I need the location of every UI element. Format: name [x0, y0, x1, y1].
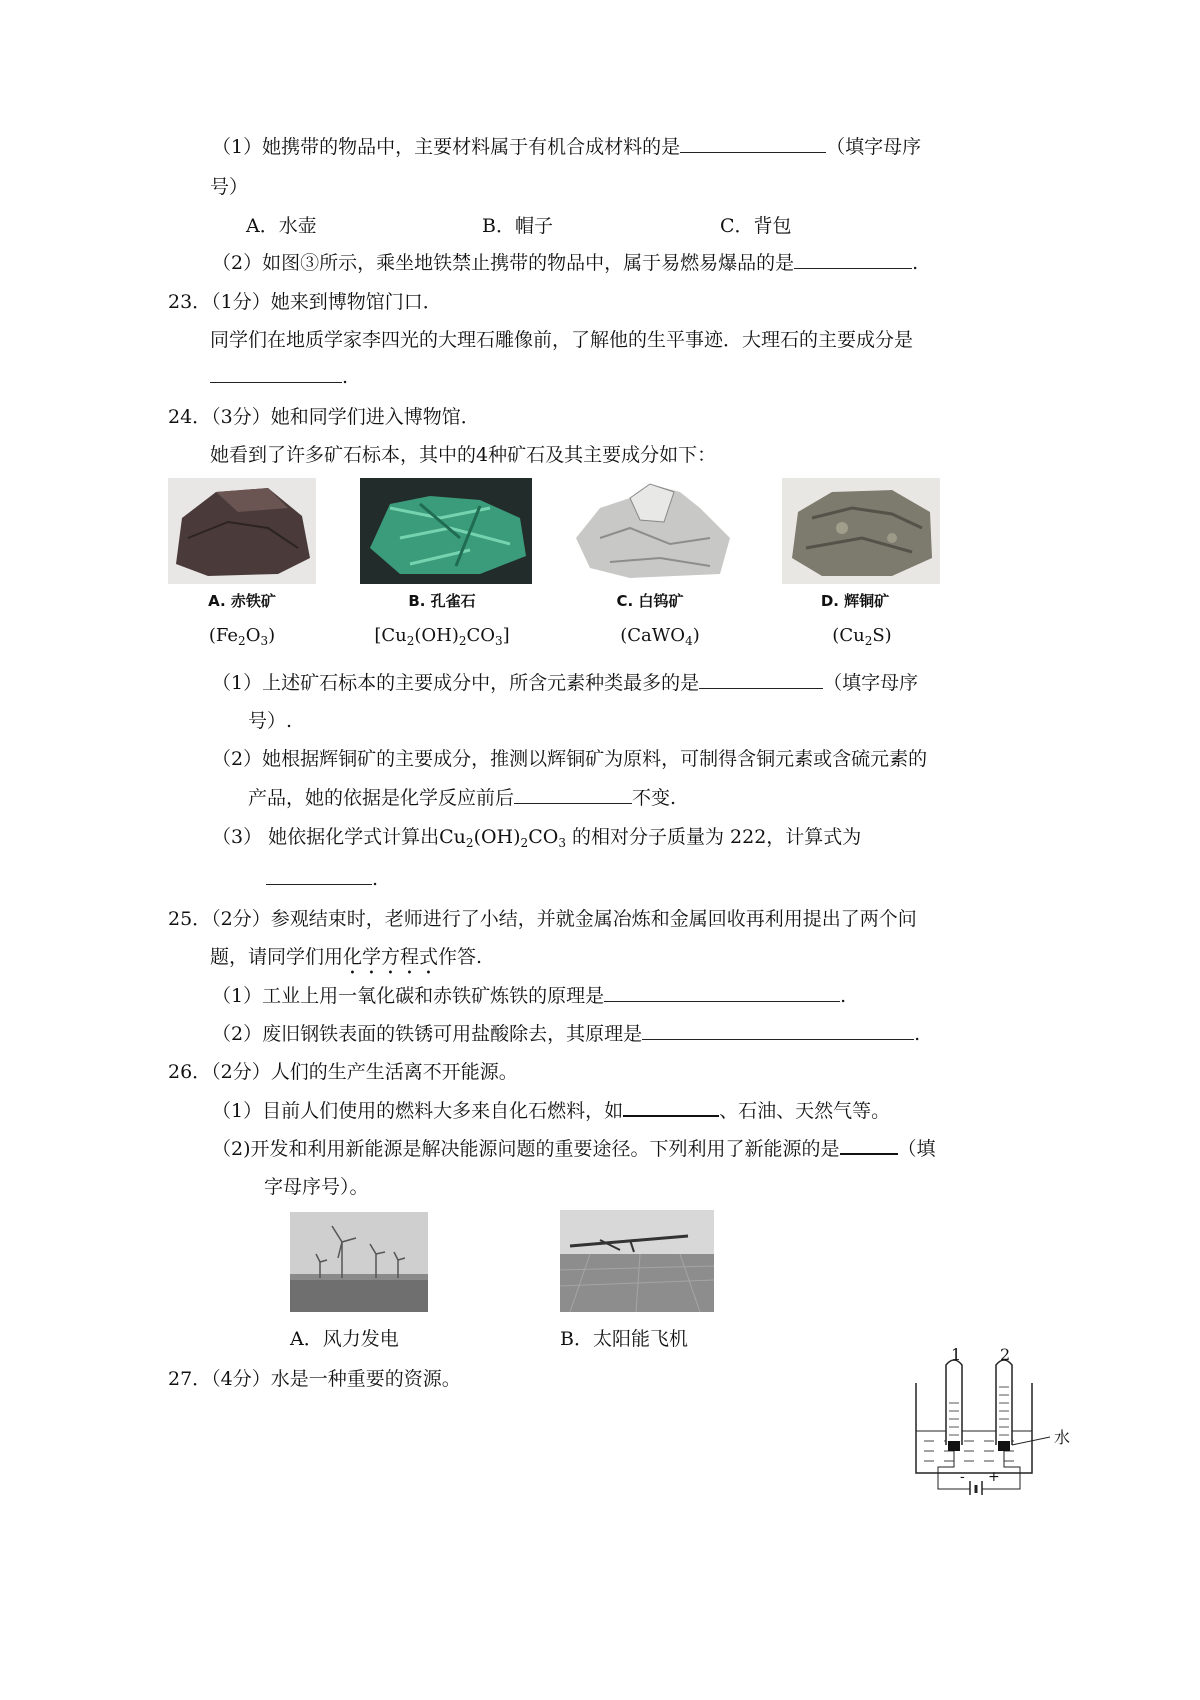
q22-part1-cont: 号）	[210, 176, 249, 198]
q24-intro: 她看到了许多矿石标本，其中的4种矿石及其主要成分如下：	[210, 444, 717, 466]
q24-head: 24．（3分）她和同学们进入博物馆．	[168, 406, 480, 428]
mineral-formula-b: $[Cu_2(OH)_2CO_3]$	[374, 625, 510, 648]
chalcocite-image	[782, 478, 940, 584]
wind-power-image	[290, 1212, 428, 1312]
solar-plane-image	[560, 1210, 714, 1312]
q23-text: 同学们在地质学家李四光的大理石雕像前，了解他的生平事迹．大理石的主要成分是	[210, 329, 914, 351]
q22-part2: （2）如图③所示，乘坐地铁禁止携带的物品中，属于易燃易爆品的是 .	[212, 252, 919, 274]
q22-option-a: A．水壶	[246, 215, 317, 237]
q22-option-c: C．背包	[720, 215, 792, 237]
answer-blank[interactable]	[699, 671, 823, 689]
answer-blank[interactable]	[840, 1137, 898, 1155]
plus-label: +	[988, 1469, 1000, 1485]
answer-blank[interactable]	[514, 786, 632, 804]
malachite-formula: $Cu_2(OH)_2CO_3$	[439, 826, 566, 850]
q26-head: 26．（2分）人们的生产生活离不开能源。	[168, 1061, 518, 1083]
q25-head: 25．（2分）参观结束时，老师进行了小结，并就金属冶炼和金属回收再利用提出了两个问	[168, 908, 917, 930]
tube-2-label: 2	[1000, 1345, 1011, 1364]
q26-sub2-cont: 字母序号）。	[264, 1176, 369, 1198]
q24-sub1: （1）上述矿石标本的主要成分中，所含元素种类最多的是 （填字母序	[212, 672, 919, 694]
q22-part1: （1）她携带的物品中，主要材料属于有机合成材料的是 （填字母序	[212, 136, 922, 158]
q27-head: 27．（4分）水是一种重要的资源。	[168, 1368, 461, 1390]
q26-option-b: B．太阳能飞机	[560, 1328, 688, 1350]
q26-option-a: A．风力发电	[290, 1328, 399, 1350]
mineral-formula-c: (CaWO$_4$)	[620, 625, 700, 648]
scheelite-image	[570, 478, 742, 584]
hematite-image	[168, 478, 316, 584]
emphasis-dotted-text: 化学方程式	[343, 946, 439, 968]
minus-label: -	[960, 1469, 965, 1485]
answer-blank[interactable]	[794, 251, 912, 269]
q25-head-cont: 题，请同学们用化学方程式作答.	[210, 946, 483, 968]
q26-sub1: （1）目前人们使用的燃料大多来自化石燃料，如 、石油、天然气等。	[212, 1100, 891, 1122]
answer-blank[interactable]	[210, 365, 342, 383]
q25-sub1: （1）工业上用一氧化碳和赤铁矿炼铁的原理是 .	[212, 985, 847, 1007]
q23-answer: .	[210, 364, 348, 390]
q24-sub3: （3） 她依据化学式计算出$Cu_2(OH)_2CO_3$ 的相对分子质量为 222，计算式为	[212, 826, 862, 850]
mineral-formula-d: $(Cu_2S)$	[832, 625, 892, 648]
q24-sub2-cont: 产品，她的依据是化学反应前后 不变.	[248, 787, 677, 809]
mineral-name-c: C. 白钨矿	[616, 592, 684, 610]
answer-blank[interactable]	[680, 135, 826, 153]
q26-sub2: （2)开发和利用新能源是解决能源问题的重要途径。下列利用了新能源的是 （填	[212, 1138, 936, 1160]
q22-option-b: B．帽子	[482, 215, 553, 237]
tube-1-label: 1	[951, 1345, 962, 1364]
q24-sub3-answer: .	[266, 866, 378, 892]
q24-sub2: （2）她根据辉铜矿的主要成分，推测以辉铜矿为原料，可制得含铜元素或含硫元素的	[212, 748, 928, 770]
answer-blank[interactable]	[623, 1099, 719, 1117]
malachite-image	[360, 478, 532, 584]
q24-sub1-cont: 号）.	[248, 710, 293, 732]
q23-head: 23．（1分）她来到博物馆门口．	[168, 291, 442, 313]
answer-blank[interactable]	[604, 984, 840, 1002]
electrolysis-diagram	[900, 1345, 1086, 1495]
answer-blank[interactable]	[642, 1022, 914, 1040]
q25-sub2: （2）废旧钢铁表面的铁锈可用盐酸除去，其原理是 .	[212, 1023, 921, 1045]
water-label: 水	[1054, 1428, 1071, 1447]
mineral-name-d: D. 辉铜矿	[820, 592, 890, 610]
mineral-formula-a: $(Fe_2O_3)$	[208, 625, 276, 648]
answer-blank[interactable]	[266, 867, 372, 885]
mineral-name-a: A. 赤铁矿	[208, 592, 276, 610]
mineral-name-b: B. 孔雀石	[408, 592, 476, 610]
